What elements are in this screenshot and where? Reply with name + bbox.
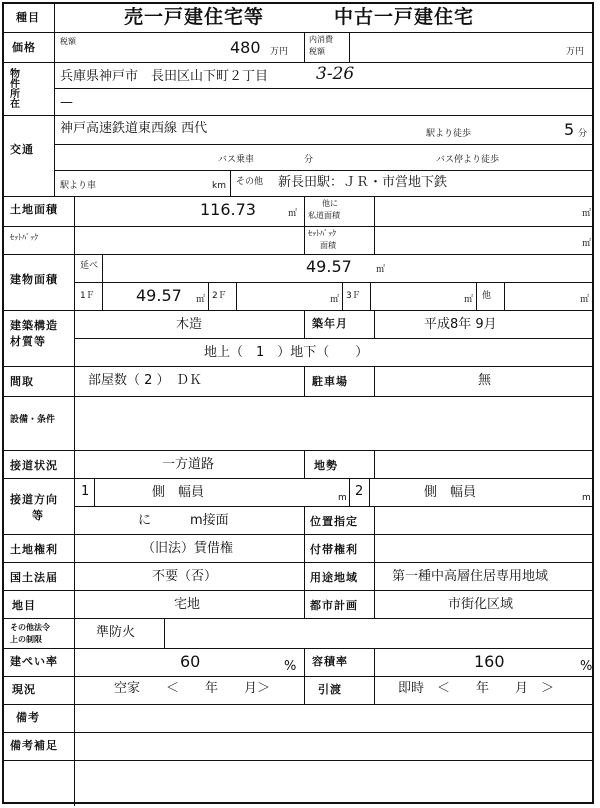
land-rights-value: （旧法）賃借権 [142,541,234,556]
floors-value: 地上（ 1 ）地下（ ） [204,345,369,360]
col-divider [208,282,209,310]
from-station-label: 駅より車 [60,181,97,191]
row-divider [54,144,592,145]
row-divider [4,366,592,367]
remarks-label: 備考 [16,711,40,724]
road-status-label: 接道状況 [10,459,58,472]
structure-label: 建築構造 [10,319,58,332]
other-floor-label: 他 [482,291,492,301]
sale-type: 売一戸建住宅等 [124,6,265,28]
road-2-number: 2 [355,484,364,499]
total-area-unit: ㎡ [376,265,386,275]
floor-3-label: 3Ｆ [346,291,361,301]
status-value: 空家 ＜ 年 月＞ [114,681,271,696]
other-label: その他 [236,177,264,187]
price-unit: 万円 [270,47,289,57]
price-unit-2: 万円 [566,47,585,57]
road-1-width: 側 幅員 [152,485,205,500]
col-divider [304,534,305,618]
private-road-unit: ㎡ [582,209,592,219]
setback-area-label: ｾｯﾄﾊﾞｯｸ [308,229,336,238]
road-2-unit: m [582,493,591,503]
far-value: 160 [474,652,505,671]
bcr-value: 60 [180,652,201,671]
col-divider [304,196,305,254]
kind-label: 種目 [16,11,40,24]
row-divider [4,115,592,116]
far-unit: % [580,659,593,674]
col-divider [374,506,375,534]
bus-ride-label: バス乗車 [218,155,255,165]
col-divider [304,450,305,478]
material-value: 木造 [176,317,203,332]
address-handwritten: 3-26 [316,64,355,84]
city-plan-value: 市街化区域 [448,597,514,612]
other-transport: 新長田駅：ＪＲ・市営地下鉄 [278,175,448,190]
designation-label: 位置指定 [310,515,358,528]
land-rights-label: 土地権利 [10,543,58,556]
total-area: 49.57 [306,257,352,276]
col-divider [304,310,305,338]
row-divider [4,676,592,677]
row-divider [54,170,592,171]
location-label: 物件所在 [10,69,21,110]
row-divider [4,760,592,761]
transport-line: 神戸高速鉄道東西線 西代 [60,121,208,136]
km-unit: km [212,181,226,191]
walk-unit: 分 [578,129,588,139]
built-value: 平成8年 9月 [424,317,497,332]
col-divider [504,282,505,310]
col-divider [164,618,165,648]
col-divider [374,648,375,704]
setback-unit: ㎡ [582,239,592,249]
col-divider [342,282,343,310]
built-label: 築年月 [312,317,348,330]
road-1-unit: m [338,493,347,503]
col-divider [349,478,350,506]
transport-label: 交通 [10,143,34,156]
city-plan-label: 都市計画 [310,599,358,612]
col-divider [102,282,103,310]
row-divider [4,254,592,255]
col-divider [374,196,375,254]
land-area-unit: ㎡ [288,209,298,219]
road-2-width: 側 幅員 [424,485,477,500]
col-divider [370,282,371,310]
address-line-2: — [60,95,73,110]
col-divider [374,534,375,618]
land-category-label: 地目 [12,599,36,612]
parking-label: 駐車場 [312,375,348,388]
floor-1-unit: ㎡ [196,295,206,305]
row-divider [4,450,592,451]
col-divider [374,450,375,478]
zone-value: 第一種中高層住居専用地域 [392,569,549,584]
property-kind: 中古一戸建住宅 [334,6,475,28]
price-label: 価格 [12,41,36,54]
floor-2-label: 2Ｆ [212,291,227,301]
restrict-label-2: 上の制限 [10,635,42,644]
col-divider [304,506,305,534]
col-divider [94,478,95,506]
floor-2-unit: ㎡ [330,295,340,305]
floor-1-label: 1Ｆ [80,291,95,301]
bcr-label: 建ぺい率 [10,655,58,668]
row-divider [4,196,592,197]
col-divider [349,32,350,62]
row-divider [4,562,592,563]
walk-minutes: 5 [564,120,575,139]
total-label: 延べ [80,261,99,271]
layout-label: 間取 [10,375,34,388]
far-label: 容積率 [312,655,348,668]
status-label: 現況 [12,683,36,696]
row-divider [74,282,592,283]
road-contact: に m接面 [138,513,229,528]
row-divider [74,338,592,339]
road-direction-label: 接道方向 [10,493,58,506]
row-divider [4,590,592,591]
facilities-label: 設備・条件 [10,415,56,425]
col-divider [74,196,75,806]
land-law-label: 国土法届 [10,571,58,584]
col-divider [54,4,55,196]
handover-label: 引渡 [318,683,342,696]
bcr-unit: % [284,659,297,674]
setback-area-label-2: 面積 [320,241,336,250]
handover-value: 即時 ＜ 年 月 ＞ [398,681,555,696]
col-divider [304,32,305,62]
tax-in-label-2: 税額 [309,47,325,56]
rooms-value: 部屋数（ 2 ） ＤＫ [88,373,203,388]
col-divider [304,366,305,396]
row-divider [4,310,592,311]
supplement-label: 備考補足 [10,739,58,752]
parking-value: 無 [478,373,492,388]
terrain-label: 地勢 [314,459,338,472]
tax-in-label: 内消費 [309,35,333,44]
private-road-label: 他に [322,199,338,208]
road-1-number: 1 [81,484,90,499]
row-divider [74,506,592,507]
setback-label: ｾｯﾄﾊﾞｯｸ [10,233,38,242]
zone-label: 用途地域 [310,571,358,584]
row-divider [4,534,592,535]
address-printed: 兵庫県神戸市 長田区山下町２丁目 [60,69,269,84]
row-divider [4,704,592,705]
building-area-label: 建物面積 [10,273,58,286]
col-divider [304,648,305,704]
col-divider [374,366,375,396]
row-divider [4,226,592,227]
land-category-value: 宅地 [174,597,201,612]
row-divider [4,396,592,397]
walk-label: 駅より徒歩 [426,129,472,139]
private-road-label-2: 私道面積 [308,211,340,220]
row-divider [4,618,592,619]
col-divider [476,282,477,310]
restrict-label: その他法令 [10,623,50,632]
row-divider [4,732,592,733]
road-status-value: 一方道路 [162,457,215,472]
tax-label: 税額 [60,37,76,46]
floor-3-unit: ㎡ [464,295,474,305]
road-direction-label-2: 等 [32,509,44,522]
col-divider [230,170,231,196]
row-divider [4,32,592,33]
col-divider [374,310,375,338]
other-floor-unit: ㎡ [580,295,590,305]
price-amount: 480 [230,38,261,57]
bus-walk-label: バス停より徒歩 [436,155,500,165]
material-label: 材質等 [10,335,46,348]
attached-rights-label: 付帯権利 [310,543,358,556]
row-divider [54,88,592,89]
row-divider [4,648,592,649]
land-law-value: 不要（否） [152,569,218,584]
row-divider [4,62,592,63]
col-divider [102,254,103,282]
restrict-value: 準防火 [96,625,136,640]
floor-1-value: 49.57 [136,286,182,305]
property-sheet [2,2,594,804]
col-divider [236,282,237,310]
land-area-value: 116.73 [200,200,256,219]
land-area-label: 土地面積 [10,203,58,216]
col-divider [369,478,370,506]
row-divider [4,478,592,479]
bus-minutes-unit: 分 [304,155,314,165]
